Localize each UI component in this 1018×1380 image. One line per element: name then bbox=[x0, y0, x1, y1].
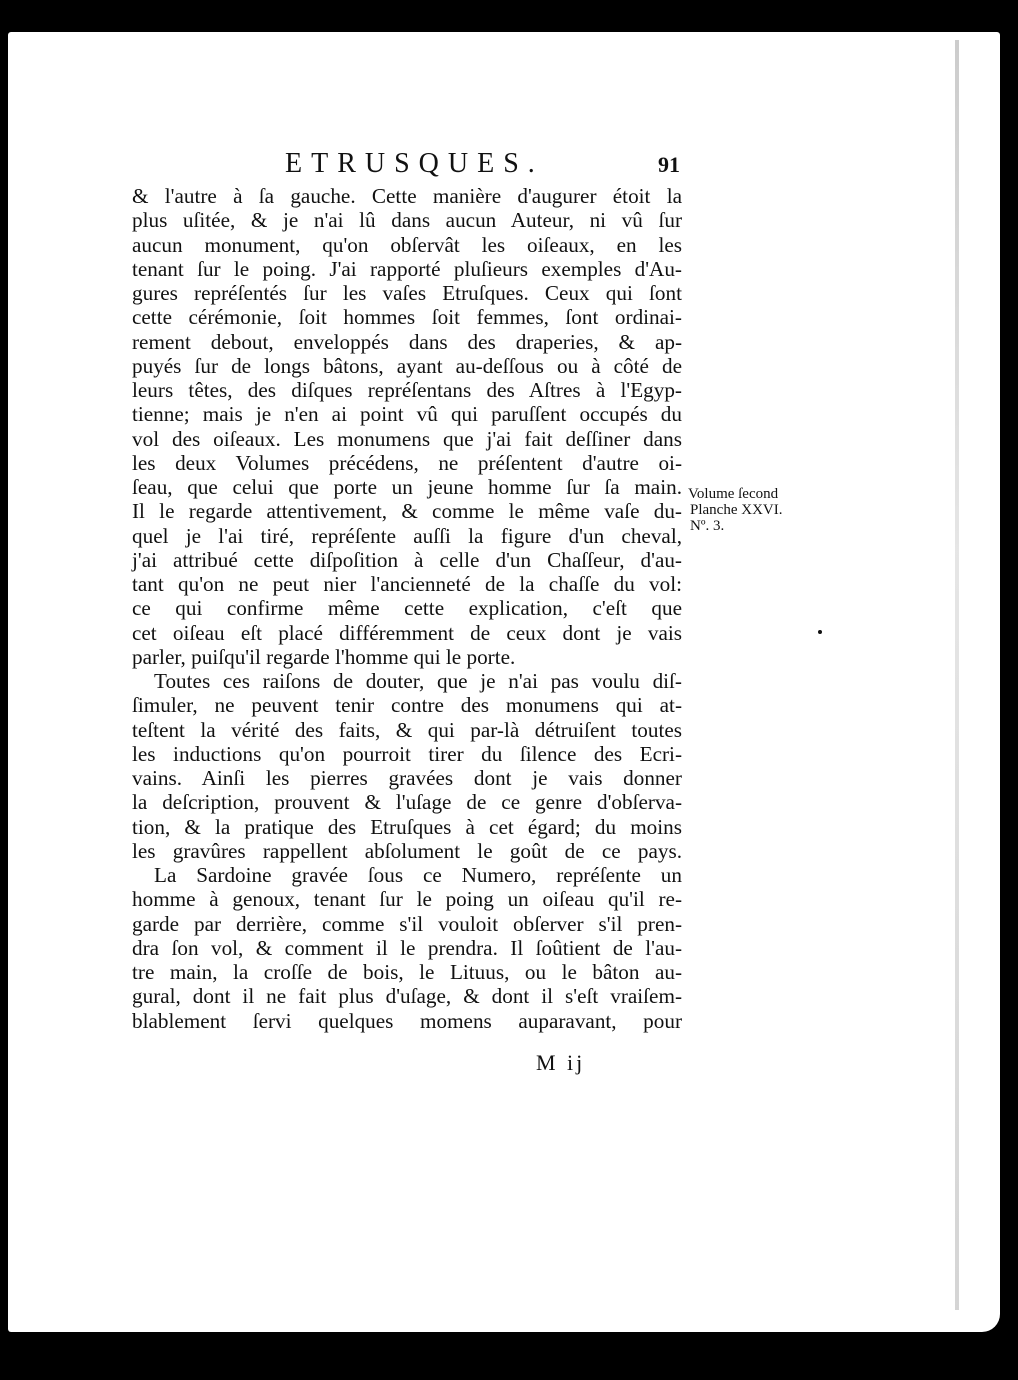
margin-note-plate: Planche XXVI. bbox=[690, 502, 783, 518]
text-line: leurs têtes, des diſques repréſentans des Aſtres à l'Egyp- bbox=[132, 378, 682, 402]
signature-mark: M ij bbox=[536, 1050, 586, 1075]
text-line: tre main, la croſſe de bois, le Lituus, ou le bâton au- bbox=[132, 960, 682, 984]
text-line: j'ai attribué cette diſpoſition à celle d'un Chaſſeur, d'au- bbox=[132, 547, 682, 572]
text-line: La Sardoine gravée ſous ce Numero, repréſente un bbox=[154, 863, 682, 887]
text-line: aucun monument, qu'on obſervât les oiſeaux, en les bbox=[132, 232, 682, 257]
text-line: vol des oiſeaux. Les monumens que j'ai fait deſſiner dans bbox=[132, 426, 682, 451]
text-line: tenant ſur le poing. J'ai rapporté pluſieurs exemples d'Au- bbox=[132, 256, 682, 281]
text-line: teſtent la vérité des faits, & qui par-là détruiſent toutes bbox=[132, 717, 682, 742]
text-line: tion, & la pratique des Etruſques à cet égard; du moins bbox=[132, 814, 682, 839]
margin-note-volume: Volume ſecond bbox=[688, 486, 779, 502]
text-line: puyés ſur de longs bâtons, ayant au-deſſous ou à côté de bbox=[132, 353, 682, 378]
text-line: les gravûres rappellent abſolument le goût de ce pays. bbox=[132, 838, 682, 863]
page-edge-shadow bbox=[955, 40, 959, 1310]
text-line: les deux Volumes précédens, ne préſentent d'autre oi- bbox=[132, 450, 682, 475]
text-line: vains. Ainſi les pierres gravées dont je vais donner bbox=[132, 766, 682, 790]
text-line: quel je l'ai tiré, repréſente auſſi la figure d'un cheval, bbox=[132, 523, 682, 548]
text-line: plus uſitée, & je n'ai lû dans aucun Auteur, ni vû ſur bbox=[132, 208, 682, 233]
page-header bbox=[130, 148, 680, 188]
page-number: 91 bbox=[658, 152, 680, 177]
text-line: ſeau, que celui que porte un jeune homme ſur ſa main. bbox=[132, 475, 682, 499]
text-line: gural, dont il ne fait plus d'uſage, & dont il s'eſt vraiſem- bbox=[132, 984, 682, 1009]
text-line: ce qui confirme même cette explication, c'eſt que bbox=[132, 596, 682, 621]
text-line: cet oiſeau eſt placé différemment de ceux dont je vais bbox=[132, 620, 682, 645]
text-line: tant qu'on ne peut nier l'ancienneté de la chaſſe du vol: bbox=[132, 572, 682, 596]
running-title: ETRUSQUES. bbox=[285, 148, 544, 179]
text-line: cette cérémonie, ſoit hommes ſoit femmes, ſont ordinai- bbox=[132, 305, 682, 330]
text-line: homme à genoux, tenant ſur le poing un oiſeau qu'il re- bbox=[132, 887, 682, 912]
text-line: les inductions qu'on pourroit tirer du ſilence des Ecri- bbox=[132, 741, 682, 766]
text-line: blablement ſervi quelques momens auparavant, pour bbox=[132, 1008, 682, 1033]
text-line: la deſcription, prouvent & l'uſage de ce genre d'obſerva- bbox=[132, 790, 682, 815]
ink-dot bbox=[818, 630, 822, 634]
text-line: gures repréſentés ſur les vaſes Etruſques. Ceux qui ſont bbox=[132, 281, 682, 305]
body-text bbox=[132, 184, 682, 1033]
text-line: Toutes ces raiſons de douter, que je n'ai pas voulu diſ- bbox=[154, 669, 682, 693]
text-line: parler, puiſqu'il regarde l'homme qui le porte. bbox=[132, 644, 516, 669]
text-line: & l'autre à ſa gauche. Cette manière d'augurer étoit la bbox=[132, 184, 682, 208]
text-line: rement debout, enveloppés dans des draperies, & ap- bbox=[132, 329, 682, 354]
text-line: ſimuler, ne peuvent tenir contre des monumens qui at- bbox=[132, 693, 682, 718]
margin-note bbox=[688, 486, 838, 534]
text-line: Il le regarde attentivement, & comme le même vaſe du- bbox=[132, 499, 682, 524]
text-line: dra ſon vol, & comment il le prendra. Il ſoûtient de l'au- bbox=[132, 935, 682, 960]
text-line: tienne; mais je n'en ai point vû qui paruſſent occupés du bbox=[132, 402, 682, 427]
margin-note-number: Nº. 3. bbox=[690, 518, 725, 534]
text-line: garde par derrière, comme s'il vouloit obſerver s'il pren- bbox=[132, 911, 682, 936]
